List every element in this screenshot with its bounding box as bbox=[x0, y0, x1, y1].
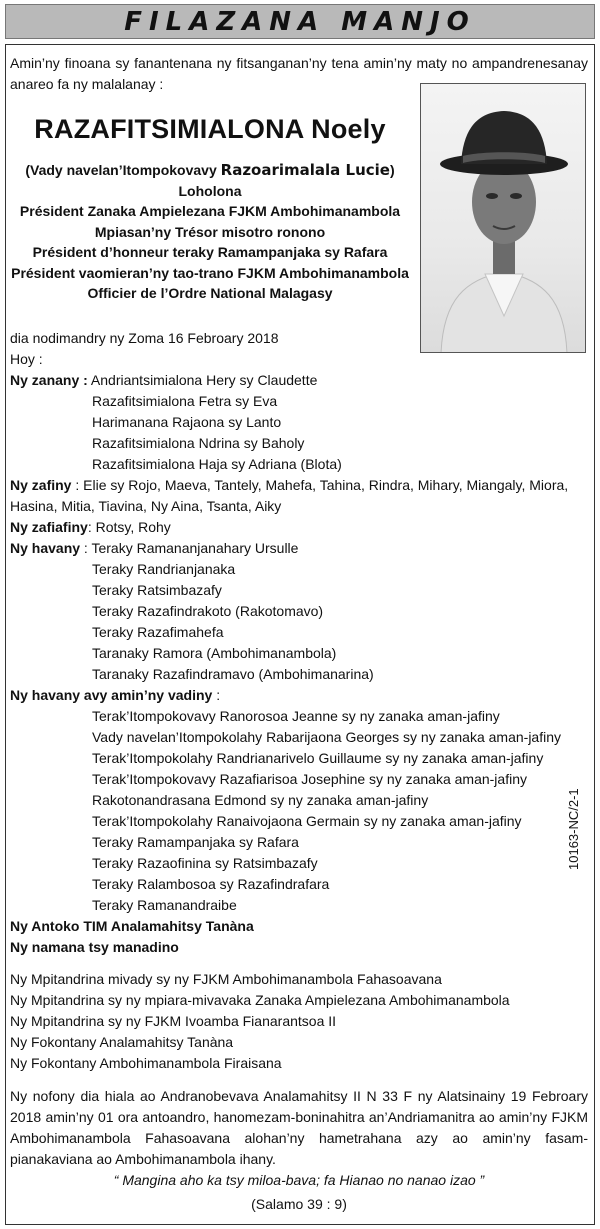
child-name: Harimanana Rajaona sy Lanto bbox=[92, 414, 282, 430]
in-law-name: Teraky Ramampanjaka sy Rafara bbox=[92, 834, 299, 850]
institution-line: Ny Mpitandrina mivady sy ny FJKM Ambohimanambola Fahasoavana bbox=[10, 971, 442, 987]
siblings-label: Ny havany bbox=[10, 540, 81, 556]
in-law-name: Teraky Ramanandraibe bbox=[92, 897, 237, 913]
spouse-line bbox=[10, 160, 410, 181]
hoy-label: Hoy : bbox=[10, 351, 43, 367]
sibling-name: Taranaky Razafindramavo (Ambohimanarina) bbox=[92, 666, 374, 682]
title-line: Président vaomieran’ny tao-trano FJKM Ambohimanambola bbox=[11, 264, 409, 281]
great-grandchildren-names: : Rotsy, Rohy bbox=[87, 519, 171, 535]
portrait-illustration bbox=[421, 84, 586, 353]
bible-reference: (Salamo 39 : 9) bbox=[251, 1196, 347, 1212]
death-date: dia nodimandry ny Zoma 16 Febroary 2018 bbox=[10, 330, 279, 346]
in-law-name: Terak’Itompokovavy Razafiarisoa Josephine sy ny zanaka aman-jafiny bbox=[92, 771, 527, 787]
in-law-name: Teraky Razaofinina sy Ratsimbazafy bbox=[92, 855, 318, 871]
in-law-name: Teraky Ralambosoa sy Razafindrafara bbox=[92, 876, 330, 892]
intro-text: Amin’ny finoana sy fanantenana ny fitsanganan’ny tena amin’ny maty no ampandrenesanay anareo fa ny malalanay : bbox=[10, 55, 588, 92]
grandchildren-names-cont: Hasina, Mitia, Tiavina, Ny Aina, Tsanta, Aiky bbox=[10, 498, 282, 514]
sibling-name: Teraky Razafimahefa bbox=[92, 624, 224, 640]
portrait-photo bbox=[420, 83, 586, 353]
child-name: Andriantsimialona Hery sy Claudette bbox=[87, 372, 318, 388]
grandchildren-names: : Elie sy Rojo, Maeva, Tantely, Mahefa, Tahina, Rindra, Mihary, Miangaly, Miora, bbox=[71, 477, 569, 493]
banner-title: FILAZANA MANJO bbox=[124, 6, 476, 37]
title-line: Mpiasan’ny Trésor misotro ronono bbox=[94, 223, 326, 240]
quote-text: “ Mangina aho ka tsy miloa-bava; fa Hianao no nanao izao ” bbox=[113, 1172, 485, 1188]
child-name: Razafitsimialona Fetra sy Eva bbox=[92, 393, 278, 409]
in-laws-colon: : bbox=[212, 687, 221, 703]
title-line: Loholona bbox=[178, 182, 242, 199]
title-line: Officier de l’Ordre National Malagasy bbox=[87, 285, 333, 301]
in-law-name: Vady navelan’Itompokolahy Rabarijaona Georges sy ny zanaka aman-jafiny bbox=[92, 729, 562, 745]
in-law-name: Terak’Itompokovavy Ranorosoa Jeanne sy ny zanaka aman-jafiny bbox=[92, 708, 500, 724]
funeral-notice: Ny nofony dia hiala ao Andranobevava Analamahitsy II N 33 F ny Alatsinainy 19 Febroary 2018 amin’ny 01 ora antoandro, hanomezam-boninahitra an’Andriamanitra ao amin’ny FJKM Ambohimanambola Fahasoavana alohan’ny hametrahana azy ao amin’ny fasam-pianakaviana ao Ambohimanambola ihany. bbox=[10, 1088, 588, 1167]
ad-code: 10163-NC/2-1 bbox=[566, 788, 581, 870]
child-name: Razafitsimialona Haja sy Adriana (Blota) bbox=[92, 456, 342, 472]
sibling-name: : Teraky Ramananjanahary Ursulle bbox=[80, 540, 299, 556]
grandchildren-line bbox=[10, 475, 568, 496]
in-laws-label: Ny havany avy amin’ny vadiny bbox=[10, 687, 213, 703]
spouse-name: Razoarimalala Lucie bbox=[220, 161, 390, 179]
sibling-name: Teraky Razafindrakoto (Rakotomavo) bbox=[92, 603, 324, 619]
great-grandchildren-label: Ny zafiafiny bbox=[10, 519, 88, 535]
institution-line: Ny Fokontany Ambohimanambola Firaisana bbox=[10, 1055, 282, 1071]
institution-line: Ny Mpitandrina sy ny FJKM Ivoamba Fianarantsoa II bbox=[10, 1013, 337, 1029]
title-line: Président d’honneur teraky Ramampanjaka sy Rafara bbox=[32, 244, 388, 260]
siblings-first-line bbox=[10, 538, 298, 559]
children-first-line bbox=[10, 370, 317, 391]
child-name: Razafitsimialona Ndrina sy Baholy bbox=[92, 435, 305, 451]
great-grandchildren-line bbox=[10, 517, 171, 538]
in-laws-heading bbox=[10, 685, 220, 706]
friends-line: Ny namana tsy manadino bbox=[10, 939, 179, 955]
bible-quote bbox=[10, 1170, 588, 1191]
in-law-name: Terak’Itompokolahy Ranaivojaona Germain sy ny zanaka aman-jafiny bbox=[92, 813, 522, 829]
institution-line: Ny Mpitandrina sy ny mpiara-mivavaka Zanaka Ampielezana Ambohimanambola bbox=[10, 992, 510, 1008]
title-line: Président Zanaka Ampielezana FJKM Ambohimanambola bbox=[19, 203, 401, 219]
sibling-name: Teraky Ratsimbazafy bbox=[92, 582, 222, 598]
in-law-name: Rakotonandrasana Edmond sy ny zanaka aman-jafiny bbox=[92, 792, 429, 808]
sibling-name: Taranaky Ramora (Ambohimanambola) bbox=[92, 645, 337, 661]
grandchildren-label: Ny zafiny bbox=[10, 477, 72, 493]
banner bbox=[5, 4, 595, 39]
children-label: Ny zanany : bbox=[10, 372, 88, 388]
group-line: Ny Antoko TIM Analamahitsy Tanàna bbox=[10, 918, 254, 934]
titles-block bbox=[10, 160, 410, 304]
institution-line: Ny Fokontany Analamahitsy Tanàna bbox=[10, 1034, 234, 1050]
in-law-name: Terak’Itompokolahy Randrianarivelo Guillaume sy ny zanaka aman-jafiny bbox=[92, 750, 544, 766]
sibling-name: Teraky Randrianjanaka bbox=[92, 561, 236, 577]
spouse-prefix: (Vady navelan’Itompokovavy bbox=[25, 162, 221, 178]
deceased-name: RAZAFITSIMIALONA Noely bbox=[34, 114, 386, 144]
spouse-suffix: ) bbox=[389, 162, 395, 178]
